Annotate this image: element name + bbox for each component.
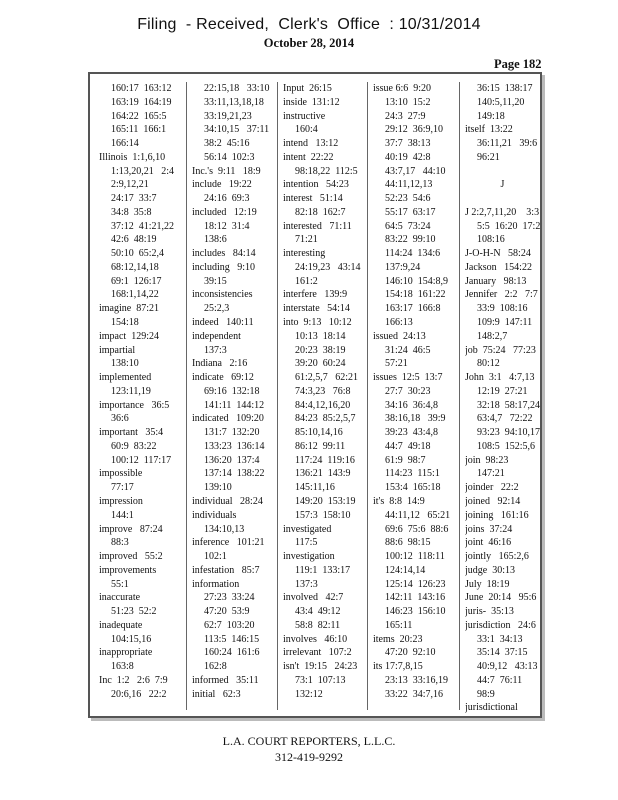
- index-entry: improved 55:2: [99, 551, 163, 563]
- index-reference-line: 36:6: [111, 413, 129, 425]
- index-reference-line: 141:11 144:12: [204, 399, 265, 411]
- index-reference-line: 147:21: [477, 468, 505, 480]
- index-reference-line: 24:17 33:7: [111, 193, 157, 205]
- index-reference-line: 69:6 75:6 88:6: [385, 523, 449, 535]
- index-reference-line: 164:22 165:5: [111, 110, 167, 122]
- index-reference-line: 39:23 43:4,8: [385, 427, 439, 439]
- index-reference-line: 71:21: [295, 234, 318, 246]
- index-reference-line: 40:9,12 43:13: [477, 661, 538, 673]
- index-reference-line: 109:9 147:11: [477, 317, 533, 329]
- index-reference-line: 39:15: [204, 275, 227, 287]
- index-entry: inaccurate: [99, 592, 141, 604]
- index-reference-line: 163:8: [111, 661, 134, 673]
- index-entry: joining 161:16: [465, 509, 529, 521]
- index-entry: joined 92:14: [465, 495, 521, 507]
- index-reference-line: 88:6 98:15: [385, 537, 431, 549]
- index-entry: independent: [192, 330, 241, 342]
- index-entry: impact 129:24: [99, 330, 159, 342]
- filing-stamp: Filing - Received, Clerk's Office : 10/31/2014: [137, 16, 481, 33]
- index-reference-line: 138:10: [111, 358, 139, 370]
- index-letter-heading: J: [500, 179, 505, 191]
- index-reference-line: 29:12 36:9,10: [385, 124, 444, 136]
- index-entry: initial 62:3: [192, 688, 241, 700]
- index-reference-line: 69:16 132:18: [204, 385, 260, 397]
- index-reference-line: 34:10,15 37:11: [204, 124, 270, 136]
- index-reference-line: 137:3: [295, 578, 318, 590]
- index-entry: issued 24:13: [373, 330, 426, 342]
- index-reference-line: 137:9,24: [385, 261, 421, 273]
- index-entry: itself 13:22: [465, 124, 513, 136]
- index-reference-line: 74:3,23 76:8: [295, 385, 351, 397]
- index-reference-line: 13:10 15:2: [385, 96, 431, 108]
- index-reference-line: 36:15 138:17: [477, 83, 533, 94]
- index-reference-line: 83:22 99:10: [385, 234, 436, 246]
- index-reference-line: 33:9 108:16: [477, 303, 528, 315]
- index-entry: improvements: [99, 564, 157, 576]
- index-entry: judge 30:13: [465, 564, 515, 576]
- index-entry: important 35:4: [99, 427, 164, 439]
- index-entry: infestation 85:7: [192, 564, 260, 576]
- index-reference-line: 24:16 69:3: [204, 193, 250, 205]
- index-reference-line: 146:23 156:10: [385, 606, 446, 618]
- index-entry: intention 54:23: [283, 179, 349, 191]
- index-reference-line: 20:6,16 22:2: [111, 688, 167, 700]
- index-reference-line: 124:14,14: [385, 564, 426, 576]
- index-entry: Input 26:15: [283, 83, 332, 94]
- index-entry: implemented: [99, 372, 152, 384]
- index-reference-line: 39:20 60:24: [295, 358, 346, 370]
- index-entry: Jackson 154:22: [465, 261, 532, 273]
- index-entry: juris- 35:13: [465, 606, 514, 618]
- index-reference-line: 93:23 94:10,17: [477, 427, 540, 439]
- index-entry: July 18:19: [465, 578, 510, 590]
- index-entry: issues 12:5 13:7: [373, 372, 443, 384]
- index-entry: inappropriate: [99, 647, 153, 659]
- index-column-4: [367, 82, 459, 710]
- index-reference-line: 85:10,14,16: [295, 427, 343, 439]
- index-entry: includes 84:14: [192, 248, 256, 260]
- index-reference-line: 33:19,21,23: [204, 110, 252, 122]
- index-entry: [465, 192, 540, 206]
- index-reference-line: 55:1: [111, 578, 129, 590]
- index-entry: interest 51:14: [283, 193, 343, 205]
- index-entry: [465, 165, 540, 179]
- index-reference-line: 51:23 52:2: [111, 606, 157, 618]
- document-footer: [0, 733, 618, 765]
- index-reference-line: 136:21 143:9: [295, 468, 351, 480]
- index-entry: irrelevant 107:2: [283, 647, 352, 659]
- index-reference-line: 166:14: [111, 138, 139, 150]
- index-reference-line: 108:16: [477, 234, 505, 246]
- index-reference-line: 149:18: [477, 110, 505, 122]
- index-reference-line: 1:13,20,21 2:4: [111, 165, 175, 177]
- index-reference-line: 145:11,16: [295, 482, 335, 494]
- index-reference-line: 104:15,16: [111, 633, 152, 645]
- index-reference-line: 165:11 166:1: [111, 124, 167, 136]
- index-column-2: [186, 82, 277, 710]
- index-reference-line: 27:23 33:24: [204, 592, 255, 604]
- index-reference-line: 137:14 138:22: [204, 468, 265, 480]
- index-reference-line: 166:13: [385, 317, 413, 329]
- index-reference-line: 23:13 33:16,19: [385, 674, 449, 686]
- index-entry: its 17:7,8,15: [373, 661, 423, 673]
- index-reference-line: 160:24 161:6: [204, 647, 260, 659]
- index-reference-line: 84:23 85:2,5,7: [295, 413, 356, 425]
- index-reference-line: 82:18 162:7: [295, 206, 346, 218]
- index-entry: J 2:2,7,11,20 3:3: [465, 206, 540, 218]
- index-reference-line: 162:8: [204, 661, 227, 673]
- index-entry: jurisdiction 24:6: [465, 619, 536, 631]
- index-reference-line: 33:11,13,18,18: [204, 96, 264, 108]
- index-reference-line: 32:18 58:17,24: [477, 399, 540, 411]
- index-reference-line: 24:19,23 43:14: [295, 261, 361, 273]
- index-reference-line: 5:5 16:20 17:2: [477, 220, 540, 232]
- index-entry: investigation: [283, 551, 335, 563]
- index-reference-line: 168:1,14,22: [111, 289, 159, 301]
- index-entry: inadequate: [99, 619, 143, 631]
- index-reference-line: 119:1 133:17: [295, 564, 351, 576]
- index-reference-line: 57:21: [385, 358, 408, 370]
- index-entry: interesting: [283, 248, 326, 260]
- index-entry: issue 6:6 9:20: [373, 83, 432, 94]
- index-reference-line: 50:10 65:2,4: [111, 248, 165, 260]
- index-entry: jointly 165:2,6: [465, 551, 529, 563]
- index-entry: it's 8:8 14:9: [373, 495, 425, 507]
- index-entry: impossible: [99, 468, 143, 480]
- reporter-company: L.A. COURT REPORTERS, L.L.C.: [222, 734, 396, 748]
- index-reference-line: 33:22 34:7,16: [385, 688, 444, 700]
- index-reference-line: 35:14 37:15: [477, 647, 528, 659]
- index-reference-line: 22:15,18 33:10: [204, 83, 270, 94]
- index-entry: items 20:23: [373, 633, 423, 645]
- index-reference-line: 36:11,21 39:6: [477, 138, 538, 150]
- index-entry: intent 22:22: [283, 151, 334, 163]
- index-entry: inconsistencies: [192, 289, 253, 301]
- index-reference-line: 25:2,3: [204, 303, 230, 315]
- index-reference-line: 98:9: [477, 688, 495, 700]
- index-reference-line: 165:11: [385, 619, 413, 631]
- index-entry: interfere 139:9: [283, 289, 348, 301]
- index-reference-line: 144:1: [111, 509, 134, 521]
- index-reference-line: 62:7 103:20: [204, 619, 255, 631]
- index-reference-line: 102:1: [204, 551, 227, 563]
- index-entry: interested 71:11: [283, 220, 352, 232]
- index-reference-line: 149:20 153:19: [295, 495, 356, 507]
- index-entry: Inc.'s 9:11 18:9: [192, 165, 261, 177]
- index-entry: Jennifer 2:2 7:7: [465, 289, 538, 301]
- index-reference-line: 37:7 38:13: [385, 138, 431, 150]
- index-entry: informed 35:11: [192, 674, 259, 686]
- index-reference-line: 47:20 92:10: [385, 647, 436, 659]
- index-reference-line: 117:24 119:16: [295, 454, 355, 466]
- index-reference-line: 61:9 98:7: [385, 454, 426, 466]
- index-entry: Inc 1:2 2:6 7:9: [99, 674, 168, 686]
- index-reference-line: 154:18: [111, 317, 139, 329]
- index-entry: Indiana 2:16: [192, 358, 248, 370]
- transcript-date: October 28, 2014: [263, 36, 355, 50]
- page-number: Page 182: [494, 57, 542, 71]
- index-entry: joins 37:24: [465, 523, 513, 535]
- index-reference-line: 88:3: [111, 537, 129, 549]
- index-reference-line: 96:21: [477, 151, 500, 163]
- index-reference-line: 47:20 53:9: [204, 606, 250, 618]
- index-entry: job 75:24 77:23: [465, 344, 536, 356]
- index-reference-line: 44:11,12 65:21: [385, 509, 451, 521]
- index-reference-line: 137:3: [204, 344, 227, 356]
- index-reference-line: 100:12 117:17: [111, 454, 172, 466]
- index-reference-line: 133:23 136:14: [204, 440, 265, 452]
- index-entry: included 12:19: [192, 206, 257, 218]
- index-reference-line: 114:24 134:6: [385, 248, 441, 260]
- index-reference-line: 44:7 49:18: [385, 440, 431, 452]
- index-reference-line: 58:8 82:11: [295, 619, 341, 631]
- index-entry: impartial: [99, 344, 136, 356]
- index-reference-line: 61:2,5,7 62:21: [295, 372, 359, 384]
- index-entry: inside 131:12: [283, 96, 340, 108]
- index-reference-line: 123:11,19: [111, 385, 151, 397]
- index-entry: June 20:14 95:6: [465, 592, 537, 604]
- index-reference-line: 108:5 152:5,6: [477, 440, 536, 452]
- index-reference-line: 42:6 48:19: [111, 234, 157, 246]
- index-reference-line: 114:23 115:1: [385, 468, 440, 480]
- index-entry: join 98:23: [465, 454, 509, 466]
- index-entry: information: [192, 578, 240, 590]
- index-reference-line: 134:10,13: [204, 523, 245, 535]
- index-reference-line: 140:5,11,20: [477, 96, 525, 108]
- index-reference-line: 73:1 107:13: [295, 674, 346, 686]
- index-entry: Illinois 1:1,6,10: [99, 151, 166, 163]
- index-reference-line: 52:23 54:6: [385, 193, 431, 205]
- index-reference-line: 153:4 165:18: [385, 482, 441, 494]
- index-entry: individuals: [192, 509, 237, 521]
- index-reference-line: 160:17 163:12: [111, 83, 172, 94]
- index-entry: involves 46:10: [283, 633, 348, 645]
- index-reference-line: 125:14 126:23: [385, 578, 446, 590]
- index-entry: including 9:10: [192, 261, 256, 273]
- index-reference-line: 68:12,14,18: [111, 261, 159, 273]
- index-reference-line: 43:7,17 44:10: [385, 165, 446, 177]
- index-reference-line: 18:12 31:4: [204, 220, 250, 232]
- index-entry: intend 13:12: [283, 138, 339, 150]
- index-reference-line: 142:11 143:16: [385, 592, 446, 604]
- index-reference-line: 161:2: [295, 275, 318, 287]
- index-entry: importance 36:5: [99, 399, 170, 411]
- index-entry: imagine 87:21: [99, 303, 159, 315]
- index-entry: include 19:22: [192, 179, 252, 191]
- index-reference-line: 37:12 41:21,22: [111, 220, 175, 232]
- index-reference-line: 24:3 27:9: [385, 110, 426, 122]
- index-column-3: [277, 82, 367, 710]
- index-entry: investigated: [283, 523, 332, 535]
- index-reference-line: 33:1 34:13: [477, 633, 523, 645]
- index-reference-line: 100:12 118:11: [385, 551, 445, 563]
- index-entry: into 9:13 10:12: [283, 317, 352, 329]
- index-reference-line: 64:5 73:24: [385, 220, 431, 232]
- index-entry: joinder 22:2: [465, 482, 519, 494]
- index-entry: indeed 140:11: [192, 317, 254, 329]
- index-reference-line: 146:10 154:8,9: [385, 275, 449, 287]
- index-entry: John 3:1 4:7,13: [465, 372, 535, 384]
- index-reference-line: 34:8 35:8: [111, 206, 152, 218]
- index-entry: improve 87:24: [99, 523, 163, 535]
- index-reference-line: 38:2 45:16: [204, 138, 250, 150]
- index-entry: January 98:13: [465, 275, 527, 287]
- index-column-1: [94, 82, 186, 710]
- index-reference-line: 160:4: [295, 124, 318, 136]
- index-reference-line: 138:6: [204, 234, 227, 246]
- index-entry: J-O-H-N 58:24: [465, 248, 531, 260]
- index-reference-line: 98:18,22 112:5: [295, 165, 358, 177]
- index-reference-line: 113:5 146:15: [204, 633, 260, 645]
- index-reference-line: 157:3 158:10: [295, 509, 351, 521]
- index-reference-line: 43:4 49:12: [295, 606, 341, 618]
- index-entry: joint 46:16: [465, 537, 512, 549]
- index-entry: indicate 69:12: [192, 372, 254, 384]
- index-reference-line: 12:19 27:21: [477, 385, 528, 397]
- index-reference-line: 117:5: [295, 537, 318, 549]
- index-entry: individual 28:24: [192, 495, 263, 507]
- index-reference-line: 20:23 38:19: [295, 344, 346, 356]
- index-reference-line: 31:24 46:5: [385, 344, 431, 356]
- index-reference-line: 163:19 164:19: [111, 96, 172, 108]
- index-entry: impression: [99, 495, 143, 507]
- index-reference-line: 148:2,7: [477, 330, 508, 342]
- index-reference-line: 55:17 63:17: [385, 206, 436, 218]
- index-entry: indicated 109:20: [192, 413, 264, 425]
- index-reference-line: 44:11,12,13: [385, 179, 433, 191]
- index-reference-line: 163:17 166:8: [385, 303, 441, 315]
- index-entry: inference 101:21: [192, 537, 265, 549]
- index-reference-line: 84:4,12,16,20: [295, 399, 351, 411]
- document-header: [0, 16, 618, 51]
- index-reference-line: 56:14 102:3: [204, 151, 255, 163]
- reporter-phone: 312-419-9292: [275, 750, 343, 764]
- index-reference-line: 60:9 83:22: [111, 440, 157, 452]
- index-reference-line: 38:16,18 39:9: [385, 413, 446, 425]
- index-reference-line: 86:12 99:11: [295, 440, 346, 452]
- index-reference-line: 131:7 132:20: [204, 427, 260, 439]
- index-reference-line: 154:18 161:22: [385, 289, 446, 301]
- index-entry: isn't 19:15 24:23: [283, 661, 358, 673]
- index-reference-line: 77:17: [111, 482, 134, 494]
- word-index-table: [88, 72, 542, 718]
- index-reference-line: 63:4,7 72:22: [477, 413, 533, 425]
- index-reference-line: 40:19 42:8: [385, 151, 431, 163]
- index-entry: jurisdictional: [465, 702, 518, 714]
- index-reference-line: 69:1 126:17: [111, 275, 162, 287]
- index-entry: instructive: [283, 110, 326, 122]
- index-reference-line: 136:20 137:4: [204, 454, 260, 466]
- index-reference-line: 34:16 36:4,8: [385, 399, 439, 411]
- index-reference-line: 139:10: [204, 482, 232, 494]
- index-column-5: [459, 82, 540, 714]
- index-reference-line: 2:9,12,21: [111, 179, 149, 191]
- index-reference-line: 132:12: [295, 688, 323, 700]
- index-reference-line: 80:12: [477, 358, 500, 370]
- index-reference-line: 27:7 30:23: [385, 385, 431, 397]
- index-entry: involved 42:7: [283, 592, 344, 604]
- index-entry: interstate 54:14: [283, 303, 350, 315]
- index-reference-line: 10:13 18:14: [295, 330, 346, 342]
- index-reference-line: 44:7 76:11: [477, 674, 523, 686]
